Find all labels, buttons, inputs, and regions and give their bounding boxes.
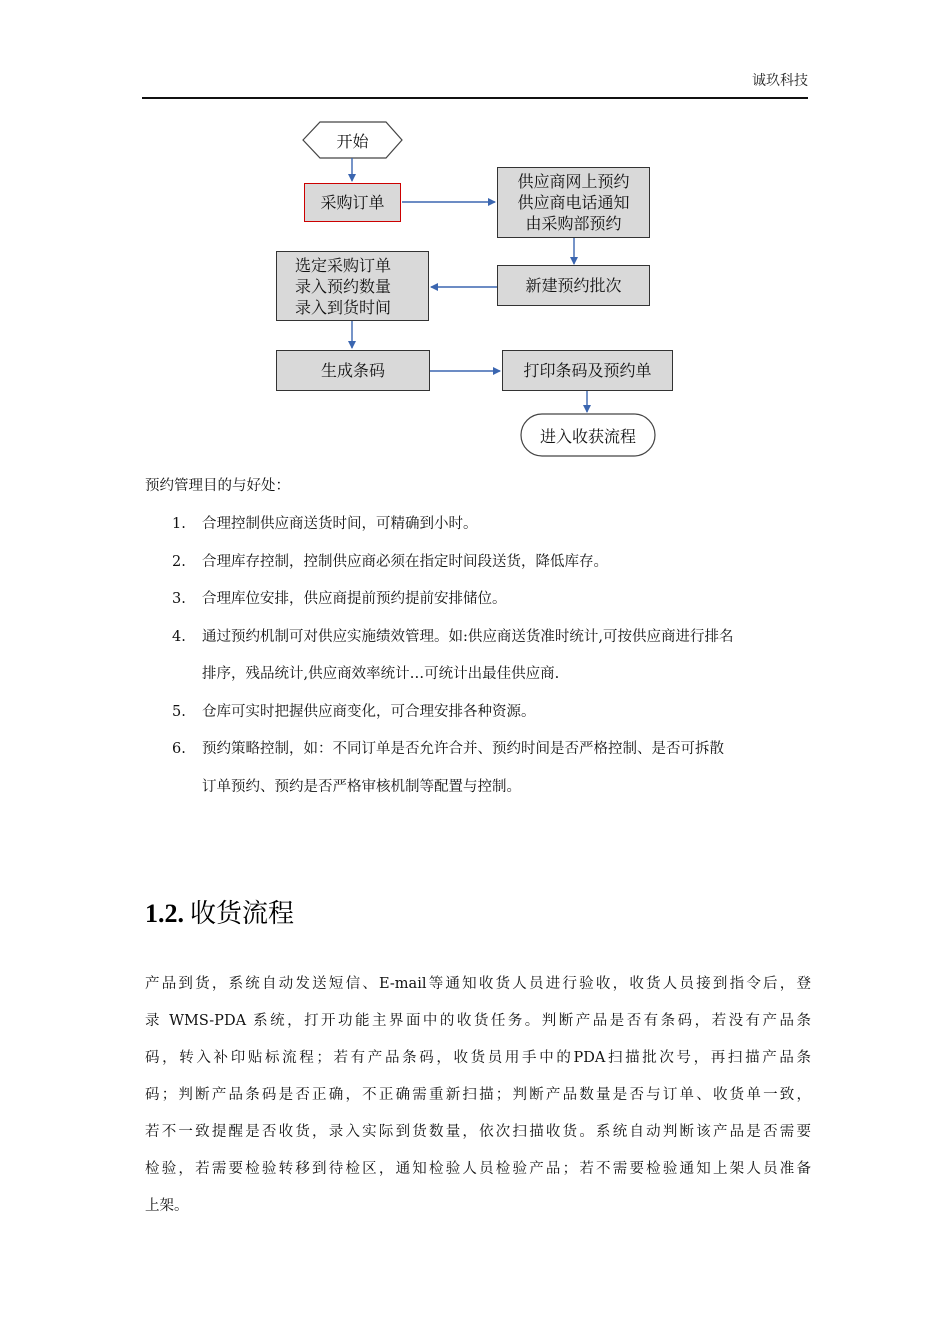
booking-methods-box <box>497 167 650 238</box>
list-item-number: 5. <box>172 703 186 720</box>
purchase-order-box <box>304 183 401 222</box>
print-box <box>502 350 673 391</box>
list-item <box>145 731 811 806</box>
list-item-text: 合理库位安排，供应商提前预约提前安排储位。 <box>202 591 507 607</box>
paragraph-line: 录 WMS-PDA 系统，打开功能主界面中的收货任务。判断产品是否有条码，若没有产品条 <box>145 1013 811 1029</box>
purchase-order-label: 采购订单 <box>320 193 385 212</box>
generate-barcode-label: 生成条码 <box>320 361 385 380</box>
booking-method-phone: 供应商电话通知 <box>517 193 630 212</box>
paragraph-line: 若不一致提醒是否收货，录入实际到货数量，依次扫描收货。系统自动判断该产品是否需要 <box>145 1124 811 1140</box>
entry-step-arrival-time: 录入到货时间 <box>295 297 392 317</box>
list-item <box>145 506 811 544</box>
paragraph-line: 检验，若需要检验转移到待检区，通知检验人员检验产品；若不需要检验通知上架人员准备 <box>145 1161 811 1177</box>
print-label: 打印条码及预约单 <box>523 361 652 380</box>
entry-step-select-order: 选定采购订单 <box>295 255 392 275</box>
entry-step-quantity: 录入预约数量 <box>295 276 392 296</box>
list-item-text: 合理控制供应商送货时间，可精确到小时。 <box>202 516 478 532</box>
list-item-text: 预约策略控制，如：不同订单是否允许合并、预约时间是否严格控制、是否可拆散 <box>202 741 724 757</box>
header-company-name: 诚玖科技 <box>752 73 808 89</box>
list-item-text: 仓库可实时把握供应商变化，可合理安排各种资源。 <box>202 703 536 720</box>
paragraph-line: 码；判断产品条码是否正确，不正确需重新扫描；判断产品数量是否与订单、收货单一致， <box>145 1087 811 1103</box>
list-item-text: 通过预约机制可对供应实施绩效管理。如:供应商送货准时统计,可按供应商进行排名 <box>202 628 734 645</box>
list-item <box>145 619 811 694</box>
new-batch-label: 新建预约批次 <box>525 276 622 295</box>
end-node-label: 进入收获流程 <box>539 426 636 446</box>
new-batch-box <box>497 265 650 306</box>
booking-method-online: 供应商网上预约 <box>517 172 630 191</box>
list-item-number: 6. <box>172 741 186 757</box>
generate-barcode-box <box>276 350 430 391</box>
paragraph-line: 上架。 <box>145 1198 189 1214</box>
list-item-text-continued: 排序，残品统计,供应商效率统计…可统计出最佳供应商. <box>202 666 560 682</box>
list-item-text-continued: 订单预约、预约是否严格审核机制等配置与控制。 <box>202 778 521 795</box>
list-item-number: 2. <box>172 553 186 570</box>
paragraph-line: 码，转入补印贴标流程；若有产品条码，收货员用手中的PDA扫描批次号，再扫描产品条 <box>145 1050 811 1066</box>
benefits-list <box>145 506 811 806</box>
section-title: 收货流程 <box>190 899 295 929</box>
list-item <box>145 694 811 732</box>
list-item-text: 合理库存控制，控制供应商必须在指定时间段送货，降低库存。 <box>202 553 608 570</box>
section-heading <box>145 893 294 930</box>
booking-method-purchasing: 由采购部预约 <box>525 214 622 233</box>
benefits-intro: 预约管理目的与好处： <box>145 478 290 494</box>
paragraph-line: 产品到货，系统自动发送短信、E-mail等通知收货人员进行验收，收货人员接到指令后，登 <box>145 976 811 992</box>
section-number: 1.2. <box>145 899 184 928</box>
section-paragraph <box>145 966 811 1225</box>
booking-flowchart <box>0 0 950 470</box>
list-item-number: 3. <box>172 591 186 607</box>
list-item <box>145 581 811 619</box>
list-item-number: 1. <box>172 516 186 532</box>
list-item <box>145 544 811 582</box>
flowchart-connectors <box>0 0 950 470</box>
start-node-label: 开始 <box>336 131 369 151</box>
entry-steps-box <box>276 251 429 321</box>
list-item-number: 4. <box>172 628 186 645</box>
